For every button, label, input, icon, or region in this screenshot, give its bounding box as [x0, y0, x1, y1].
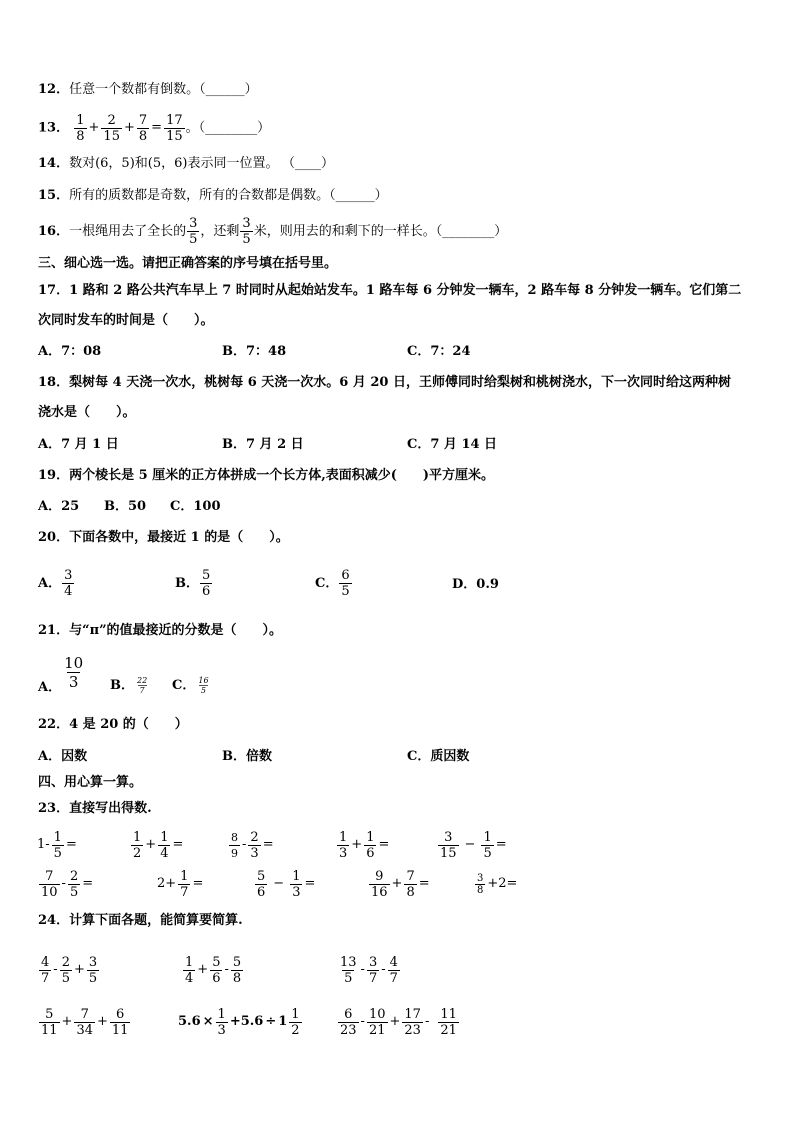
- q19-text: 19．两个棱长是 5 厘米的正方体拼成一个长方体,表面积减少( )平方厘米。: [38, 468, 495, 483]
- q20-option-c[interactable]: C． $\frac{6}{5}$: [315, 568, 350, 599]
- q24-expr-2: $\frac{1}{4}$ + $\frac{5}{6}$ - $\frac{5}{8}$: [185, 954, 242, 986]
- q19-option-b[interactable]: B．50: [104, 499, 147, 514]
- q15-number: 15．: [38, 188, 70, 203]
- q17-option-b[interactable]: B．7：48: [222, 344, 287, 359]
- q20-option-a[interactable]: A． $\frac{3}{4}$: [38, 568, 73, 599]
- q15-text[interactable]: 所有的质数都是奇数，所有的合数都是偶数。（______）: [69, 188, 388, 203]
- q14-text: 数对(6，5)和(5，6)表示同一位置。: [69, 156, 279, 171]
- q21-option-a[interactable]: A． $\frac{10}{3}$: [38, 654, 84, 695]
- q24-expr-5: 5.6 × $\frac{1}{3}$ +5.6 ÷ 1 $\frac{1}{2}$: [178, 1006, 300, 1038]
- q23-title: 23．直接写出得数.: [38, 801, 152, 816]
- q23-item-4: $\frac{1}{3}$ + $\frac{1}{6}$ =: [339, 829, 390, 861]
- q13-fraction-2: $\frac{2}{15}$: [103, 112, 120, 144]
- q24-title: 24．计算下面各题，能简算要简算.: [38, 913, 243, 928]
- q21-a-fraction: $\frac{10}{3}$: [64, 654, 84, 691]
- q21-text: 21．与“π”的值最接近的分数是（ ）。: [38, 623, 283, 638]
- q12-number: 12．: [38, 82, 70, 97]
- q13-fraction-3: $\frac{7}{8}$: [138, 112, 148, 144]
- q16-number: 16．: [38, 224, 70, 239]
- q23-item-10: $\frac{3}{8}$ +2=: [477, 872, 518, 896]
- q13: 13． $\frac{1}{8}$ + $\frac{2}{15}$ + $\frac{7}{8}$ = $\frac{17}{15}$ 。（________）: [38, 112, 271, 144]
- q24-expr-4: $\frac{5}{11}$ + $\frac{7}{34}$ + $\frac{6}{11}$: [41, 1006, 129, 1038]
- q19-option-a[interactable]: A．25: [38, 499, 80, 514]
- q16-fraction-2: $\frac{3}{5}$: [242, 216, 251, 247]
- q22-option-b[interactable]: B．倍数: [222, 749, 272, 764]
- q16-text-3[interactable]: 米，则用去的和剩下的一样长。（________）: [253, 224, 508, 239]
- section-3-heading: 三、细心选一选。请把正确答案的序号填在括号里。: [38, 256, 338, 271]
- q23-item-8: $\frac{5}{6}$ − $\frac{1}{3}$ =: [257, 868, 316, 900]
- q13-fraction-1: $\frac{1}{8}$: [76, 112, 85, 144]
- q16-text-2: ，还剩: [200, 224, 240, 239]
- q21-option-b[interactable]: B． $\frac{22}{7}$: [110, 676, 148, 695]
- q17-option-c[interactable]: C．7：24: [407, 344, 471, 359]
- q16-text-1: 一根绳用去了全长的: [69, 224, 187, 239]
- q18-option-a[interactable]: A．7 月 1 日: [38, 437, 119, 452]
- q14-answer-blank[interactable]: （____）: [288, 156, 334, 171]
- q20-option-d[interactable]: D．0.9: [452, 577, 499, 592]
- q18-option-b[interactable]: B．7 月 2 日: [222, 437, 304, 452]
- q12-answer-blank[interactable]: （______）: [199, 82, 258, 97]
- q23-item-2: $\frac{1}{2}$ + $\frac{1}{4}$ =: [133, 829, 184, 861]
- q24-expr-3: $\frac{13}{5}$ - $\frac{3}{7}$ - $\frac{4}{7}$: [340, 954, 398, 986]
- q20-c-fraction: $\frac{6}{5}$: [341, 568, 350, 599]
- q20-b-fraction: $\frac{5}{6}$: [202, 568, 211, 599]
- q15: [38, 188, 388, 204]
- q19-option-c[interactable]: C．100: [170, 499, 221, 514]
- q23-item-1: 1- $\frac{1}{5}$ =: [37, 829, 77, 861]
- q18-line2: 浇水是（ ）。: [38, 405, 136, 420]
- q13-number: 13．: [38, 120, 70, 136]
- q21-option-c[interactable]: C． $\frac{16}{5}$: [172, 676, 209, 695]
- q23-item-9: $\frac{9}{16}$ + $\frac{7}{8}$ =: [371, 868, 430, 900]
- section-4-heading: 四、用心算一算。: [38, 775, 143, 790]
- q21-c-fraction: $\frac{16}{5}$: [198, 676, 209, 695]
- q20-option-b[interactable]: B． $\frac{5}{6}$: [175, 568, 211, 599]
- q16-fraction-1: $\frac{3}{5}$: [189, 216, 198, 247]
- q23-item-5: $\frac{3}{15}$ − $\frac{1}{5}$ =: [440, 829, 507, 861]
- q16: [38, 216, 507, 248]
- q22-option-c[interactable]: C．质因数: [407, 749, 470, 764]
- q22-text: 22．4 是 20 的（ ）: [38, 717, 188, 732]
- q13-fraction-4: $\frac{17}{15}$: [166, 112, 183, 144]
- q18-option-c[interactable]: C．7 月 14 日: [407, 437, 498, 452]
- q17-option-a[interactable]: A．7：08: [38, 344, 102, 359]
- q14: [38, 156, 334, 172]
- q24-expr-1: $\frac{4}{7}$ - $\frac{2}{5}$ + $\frac{3}{5}$: [41, 954, 98, 986]
- q18-line1: 18．梨树每 4 天浇一次水，桃树每 6 天浇一次水。6 月 20 日，王师傅同时给梨树和桃树浇水，下一次同时给这两种树: [38, 375, 731, 390]
- q12-text: 任意一个数都有倒数。: [69, 82, 200, 97]
- q20-a-fraction: $\frac{3}{4}$: [64, 568, 73, 599]
- q17-line2: 次同时发车的时间是（ ）。: [38, 313, 214, 328]
- q21-b-fraction: $\frac{22}{7}$: [137, 676, 148, 695]
- q23-item-7: 2+ $\frac{1}{7}$ =: [157, 868, 204, 900]
- q22-option-a[interactable]: A．因数: [38, 749, 88, 764]
- q14-number: 14．: [38, 156, 70, 171]
- q13-answer-blank[interactable]: 。（________）: [185, 120, 271, 136]
- q23-item-6: $\frac{7}{10}$ - $\frac{2}{5}$ =: [41, 868, 94, 900]
- q20-text: 20．下面各数中，最接近 1 的是（ ）。: [38, 530, 289, 545]
- q23-item-3: $\frac{8}{9}$ - $\frac{2}{3}$ =: [231, 829, 274, 861]
- q24-expr-6: $\frac{6}{23}$ - $\frac{10}{21}$ + $\frac{17}{23}$ - $\frac{11}{21}$: [340, 1006, 457, 1038]
- q17-line1: 17．1 路和 2 路公共汽车早上 7 时同时从起始站发车。1 路车每 6 分钟发一辆车，2 路车每 8 分钟发一辆车。它们第二: [38, 283, 742, 298]
- q12: [38, 82, 258, 98]
